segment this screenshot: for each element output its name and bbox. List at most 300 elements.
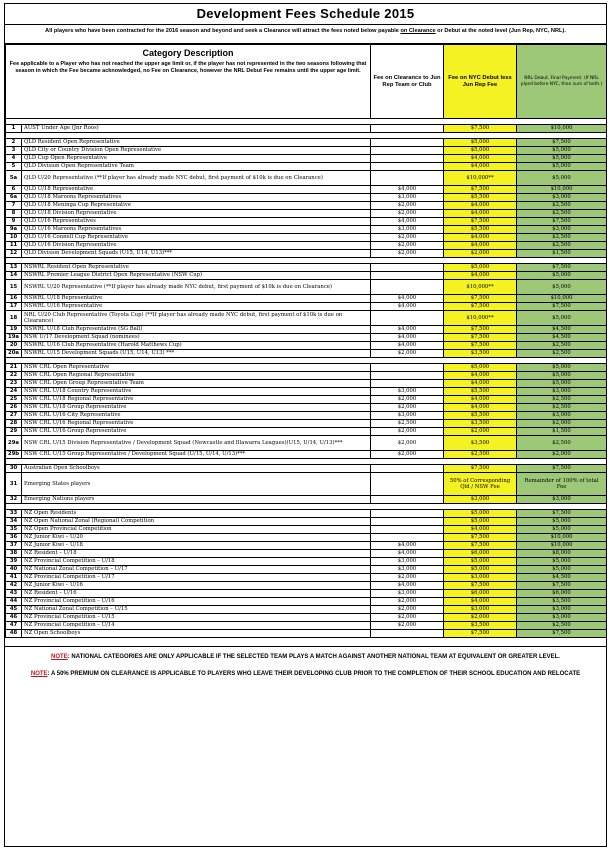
table-row <box>6 630 607 638</box>
fee-nrl-debut: $2,500 <box>517 350 607 358</box>
row-description: NSW CRL U/16 Group Representative <box>22 428 371 436</box>
fee-nyc-debut: $6,000 <box>444 550 517 558</box>
fee-clearance: $3,000 <box>371 226 444 234</box>
fee-nyc-debut: $3,500 <box>444 350 517 358</box>
fee-nyc-debut: $7,500 <box>444 630 517 638</box>
fee-nyc-debut: $4,000 <box>444 210 517 218</box>
fee-nrl-debut: $2,500 <box>517 202 607 210</box>
table-row <box>6 250 607 258</box>
fee-nyc-debut: $3,000 <box>444 496 517 504</box>
row-description: NSW CRL Open Representative <box>22 364 371 372</box>
fee-nrl-debut: $2,500 <box>517 622 607 630</box>
fee-nyc-debut: $5,500 <box>444 194 517 202</box>
category-header <box>6 45 371 119</box>
fee-clearance: $2,000 <box>371 250 444 258</box>
note-label: NOTE <box>51 654 68 660</box>
fee-nyc-debut: $7,500 <box>444 582 517 590</box>
page-title: Development Fees Schedule 2015 <box>5 4 606 25</box>
row-description: NZ Provincial Competition – U/16 <box>22 598 371 606</box>
row-number: 15 <box>6 280 22 295</box>
fee-nyc-debut: $7,500 <box>444 326 517 334</box>
fee-clearance: $4,000 <box>371 218 444 226</box>
fee-nrl-debut: $7,500 <box>517 582 607 590</box>
table-row <box>6 311 607 326</box>
row-description: NSW CRL U/15 Group Representative / Development Squad (U/15, U/14, U/13)*** <box>22 451 371 459</box>
row-number: 6 <box>6 186 22 194</box>
row-number: 2 <box>6 139 22 147</box>
row-number: 23 <box>6 380 22 388</box>
note-label: NOTE <box>30 671 48 677</box>
fee-clearance: $4,000 <box>371 342 444 350</box>
category-title: Category Description <box>142 48 234 58</box>
fee-clearance: $4,000 <box>371 326 444 334</box>
row-description: NZ Provincial Competition – U/18 <box>22 558 371 566</box>
fee-nrl-debut: $2,500 <box>517 234 607 242</box>
fee-nyc-debut: $2,000 <box>444 250 517 258</box>
intro-before: All players who have been contracted for the 2016 season and beyond and seek a Clearance will attract the fees noted below payable <box>45 28 401 34</box>
row-description: NSW CRL U/18 Group Representative <box>22 404 371 412</box>
fee-clearance: $2,000 <box>371 574 444 582</box>
row-number: 43 <box>6 590 22 598</box>
fee-clearance: $4,000 <box>371 295 444 303</box>
row-number: 20a <box>6 350 22 358</box>
fee-nrl-debut: $10,000 <box>517 534 607 542</box>
row-description: NSW CRL U/16 Regional Representative <box>22 420 371 428</box>
row-description: NSWRL U/18 Representative <box>22 295 371 303</box>
fee-nyc-debut: $4,000 <box>444 242 517 250</box>
table-row <box>6 364 607 372</box>
fee-nrl-debut: $5,000 <box>517 280 607 295</box>
fee-clearance: $4,000 <box>371 303 444 311</box>
row-description: QLD Division Development Squads (U15, U14, U13)*** <box>22 250 371 258</box>
fee-clearance <box>371 364 444 372</box>
row-description: NSWRL U/16 Club Representative (Harold Matthews Cup) <box>22 342 371 350</box>
row-description: QLD U/18 Division Representative <box>22 210 371 218</box>
fee-clearance <box>371 171 444 186</box>
fee-clearance: $2,000 <box>371 234 444 242</box>
col-clearance-header: Fee on Clearance to Jun Rep Team or Club <box>371 45 444 119</box>
table-row <box>6 534 607 542</box>
fee-nyc-debut: $4,000 <box>444 163 517 171</box>
table-row <box>6 280 607 295</box>
row-description: QLD Division Open Representative Team <box>22 163 371 171</box>
row-number: 46 <box>6 614 22 622</box>
fee-nrl-debut: $5,000 <box>517 558 607 566</box>
table-row <box>6 147 607 155</box>
fee-nyc-debut: $7,500 <box>444 465 517 473</box>
fee-nrl-debut: $5,000 <box>517 380 607 388</box>
fees-schedule-page <box>4 3 607 847</box>
table-row <box>6 590 607 598</box>
table-row <box>6 218 607 226</box>
table-row <box>6 496 607 504</box>
fee-nyc-debut: $4,000 <box>444 372 517 380</box>
table-row <box>6 234 607 242</box>
row-description: NZ Resident – U/16 <box>22 590 371 598</box>
fee-clearance: $3,000 <box>371 412 444 420</box>
row-number: 19a <box>6 334 22 342</box>
fee-clearance: $3,000 <box>371 388 444 396</box>
row-number: 5 <box>6 163 22 171</box>
fees-table <box>5 44 607 638</box>
row-description: NZ National Zonal Competition – U/17 <box>22 566 371 574</box>
row-number: 48 <box>6 630 22 638</box>
fee-nyc-debut: $5,000 <box>444 139 517 147</box>
row-number: 41 <box>6 574 22 582</box>
fee-nrl-debut: $1,500 <box>517 428 607 436</box>
fee-nyc-debut: $10,000** <box>444 311 517 326</box>
table-row <box>6 186 607 194</box>
table-row <box>6 242 607 250</box>
fee-nrl-debut: $6,000 <box>517 590 607 598</box>
table-row <box>6 396 607 404</box>
fee-clearance <box>371 526 444 534</box>
table-row <box>6 210 607 218</box>
fee-nyc-debut: $4,000 <box>444 598 517 606</box>
row-number: 1 <box>6 125 22 133</box>
fee-nrl-debut: $3,000 <box>517 614 607 622</box>
fee-nyc-debut: $10,000** <box>444 171 517 186</box>
fee-nyc-debut: $7,500 <box>444 218 517 226</box>
fee-clearance: $2,000 <box>371 451 444 459</box>
fee-nyc-debut: 50% of Corresponding Qld / NSW Fee <box>444 473 517 496</box>
fee-nrl-debut: $7,500 <box>517 465 607 473</box>
table-row <box>6 582 607 590</box>
row-number: 18 <box>6 311 22 326</box>
row-number: 34 <box>6 518 22 526</box>
row-number: 42 <box>6 582 22 590</box>
table-row <box>6 380 607 388</box>
row-number: 29a <box>6 436 22 451</box>
row-number: 9a <box>6 226 22 234</box>
fee-nrl-debut: $4,500 <box>517 326 607 334</box>
row-number: 25 <box>6 396 22 404</box>
table-row <box>6 303 607 311</box>
table-row <box>6 388 607 396</box>
table-row <box>6 436 607 451</box>
fee-nyc-debut: $7,500 <box>444 186 517 194</box>
table-row <box>6 574 607 582</box>
fee-nrl-debut: $7,500 <box>517 630 607 638</box>
fee-nyc-debut: $10,000** <box>444 280 517 295</box>
row-number: 26 <box>6 404 22 412</box>
table-row <box>6 606 607 614</box>
fee-nrl-debut: $10,000 <box>517 186 607 194</box>
row-number: 47 <box>6 622 22 630</box>
fee-nrl-debut: Remainder of 100% of total Fee <box>517 473 607 496</box>
row-description: NSWRL U/20 Representative (**If player has already made NYC debut, first payment of $10k is due on Clearance) <box>22 280 371 295</box>
fee-nyc-debut: $3,500 <box>444 420 517 428</box>
fee-nrl-debut: $3,000 <box>517 412 607 420</box>
row-description: QLD U/16 Representatives <box>22 218 371 226</box>
fee-nrl-debut: $8,000 <box>517 550 607 558</box>
note-text: : NATIONAL CATEGORIES ARE ONLY APPLICABLE IF THE SELECTED TEAM PLAYS A MATCH AGAINST ANOTHER NATIONAL TEAM AT EQUIVALENT OR GREATER LEVEL. <box>67 654 560 660</box>
fee-nyc-debut: $4,000 <box>444 202 517 210</box>
row-description: NSW CRL Open Group Representative Team <box>22 380 371 388</box>
row-number: 16 <box>6 295 22 303</box>
fee-clearance: $2,000 <box>371 210 444 218</box>
fee-nyc-debut: $4,000 <box>444 396 517 404</box>
row-number: 5a <box>6 171 22 186</box>
fee-nrl-debut: $4,500 <box>517 334 607 342</box>
intro-underlined: on Clearance <box>400 28 436 34</box>
fee-nrl-debut: $5,000 <box>517 526 607 534</box>
fee-clearance: $2,000 <box>371 436 444 451</box>
fee-clearance: $2,000 <box>371 202 444 210</box>
fee-clearance <box>371 380 444 388</box>
row-number: 13 <box>6 264 22 272</box>
fee-clearance <box>371 264 444 272</box>
fee-clearance: $2,000 <box>371 350 444 358</box>
table-row <box>6 171 607 186</box>
fee-nyc-debut: $5,000 <box>444 147 517 155</box>
fee-nrl-debut: $7,500 <box>517 139 607 147</box>
fee-nrl-debut: $2,500 <box>517 210 607 218</box>
row-description: NZ Junior Kiwi – U/20 <box>22 534 371 542</box>
fee-nyc-debut: $4,000 <box>444 272 517 280</box>
fee-nyc-debut: $4,000 <box>444 526 517 534</box>
row-number: 6a <box>6 194 22 202</box>
row-number: 20 <box>6 342 22 350</box>
table-row <box>6 342 607 350</box>
row-number: 14 <box>6 272 22 280</box>
table-row <box>6 566 607 574</box>
notes-section <box>5 646 606 678</box>
row-number: 8 <box>6 210 22 218</box>
row-number: 3 <box>6 147 22 155</box>
fee-nyc-debut: $5,000 <box>444 566 517 574</box>
fee-nyc-debut: $2,000 <box>444 614 517 622</box>
table-row <box>6 226 607 234</box>
fee-clearance <box>371 311 444 326</box>
fee-clearance: $2,000 <box>371 242 444 250</box>
row-description: NSW U/17 Development Squad (nominees) <box>22 334 371 342</box>
fee-clearance <box>371 139 444 147</box>
fee-nyc-debut: $5,000 <box>444 364 517 372</box>
table-row <box>6 428 607 436</box>
fee-nrl-debut: $2,500 <box>517 396 607 404</box>
table-row <box>6 526 607 534</box>
fee-clearance: $4,000 <box>371 186 444 194</box>
fee-clearance: $2,500 <box>371 420 444 428</box>
fee-clearance: $2,000 <box>371 598 444 606</box>
fee-nyc-debut: $3,500 <box>444 436 517 451</box>
table-row <box>6 194 607 202</box>
fee-nyc-debut: $7,500 <box>444 303 517 311</box>
fee-clearance <box>371 155 444 163</box>
fee-nyc-debut: $7,500 <box>444 342 517 350</box>
row-number: 44 <box>6 598 22 606</box>
row-number: 11 <box>6 242 22 250</box>
row-description: NZ Open National Zonal (Regional) Competition <box>22 518 371 526</box>
fee-clearance: $2,000 <box>371 622 444 630</box>
fee-clearance <box>371 518 444 526</box>
fee-clearance: $4,000 <box>371 582 444 590</box>
row-description: NZ Provincial Competition – U/14 <box>22 622 371 630</box>
fee-clearance: $4,000 <box>371 550 444 558</box>
fee-nrl-debut: $2,000 <box>517 420 607 428</box>
row-description: NSW CRL U/18 Regional Representative <box>22 396 371 404</box>
fee-nrl-debut: $5,000 <box>517 364 607 372</box>
row-description: NSW CRL U/18 Country Representative <box>22 388 371 396</box>
fee-nyc-debut: $4,000 <box>444 234 517 242</box>
row-description: NZ Open Schoolboys <box>22 630 371 638</box>
fee-nrl-debut: $2,500 <box>517 342 607 350</box>
col-nyc-header: Fee on NYC Debut less Jun Rep Fee <box>444 45 517 119</box>
fee-clearance: $3,000 <box>371 194 444 202</box>
fee-nyc-debut: $5,500 <box>444 388 517 396</box>
table-row <box>6 598 607 606</box>
table-row <box>6 614 607 622</box>
fee-clearance <box>371 465 444 473</box>
fee-nrl-debut: $10,000 <box>517 295 607 303</box>
fee-clearance <box>371 125 444 133</box>
fee-clearance <box>371 147 444 155</box>
fee-nyc-debut: $7,500 <box>444 534 517 542</box>
table-row <box>6 334 607 342</box>
row-number: 17 <box>6 303 22 311</box>
fee-nrl-debut: $5,000 <box>517 518 607 526</box>
fee-clearance: $2,000 <box>371 606 444 614</box>
row-description: QLD U/18 Meninga Cup Representative <box>22 202 371 210</box>
fee-nrl-debut: $5,000 <box>517 372 607 380</box>
row-description: NZ National Zonal Competition – U/15 <box>22 606 371 614</box>
row-description: QLD U/16 Maroons Representatives <box>22 226 371 234</box>
fee-nrl-debut: $2,500 <box>517 436 607 451</box>
fee-nrl-debut: $2,500 <box>517 404 607 412</box>
fee-nyc-debut: $3,000 <box>444 574 517 582</box>
row-description: Australian Open Schoolboys <box>22 465 371 473</box>
intro-after: or Debut at the noted level (Jun Rep, NYC, NRL). <box>435 28 566 34</box>
fee-clearance <box>371 280 444 295</box>
fee-clearance: $2,000 <box>371 404 444 412</box>
fee-nyc-debut: $5,000 <box>444 518 517 526</box>
fee-nyc-debut: $4,000 <box>444 380 517 388</box>
fee-clearance: $2,000 <box>371 428 444 436</box>
table-row <box>6 510 607 518</box>
row-description: Emerging Nations players <box>22 496 371 504</box>
row-description: NZ Provincial Competition – U/15 <box>22 614 371 622</box>
fee-nyc-debut: $3,000 <box>444 606 517 614</box>
row-description: NSWRL Resident Open Representative <box>22 264 371 272</box>
fee-clearance: $2,000 <box>371 396 444 404</box>
row-description: AUST Under Age (Jnr Roos) <box>22 125 371 133</box>
row-number: 29 <box>6 428 22 436</box>
table-row <box>6 350 607 358</box>
table-row <box>6 326 607 334</box>
fee-nrl-debut: $3,000 <box>517 388 607 396</box>
fee-clearance: $4,000 <box>371 542 444 550</box>
row-description: NSW CRL U/16 City Representative <box>22 412 371 420</box>
fee-clearance <box>371 496 444 504</box>
row-number: 30 <box>6 465 22 473</box>
fee-nrl-debut: $7,500 <box>517 510 607 518</box>
row-description: NZ Open Provincial Competition <box>22 526 371 534</box>
table-row <box>6 155 607 163</box>
fee-nrl-debut: $10,000 <box>517 125 607 133</box>
fee-clearance: $4,000 <box>371 334 444 342</box>
table-row <box>6 404 607 412</box>
row-description: QLD U/18 Maroons Representatives <box>22 194 371 202</box>
fee-nyc-debut: $7,500 <box>444 295 517 303</box>
fee-nrl-debut: $3,500 <box>517 598 607 606</box>
row-number: 7 <box>6 202 22 210</box>
fee-nrl-debut: $5,000 <box>517 272 607 280</box>
row-number: 22 <box>6 372 22 380</box>
fee-clearance: $3,000 <box>371 566 444 574</box>
fee-clearance: $2,000 <box>371 614 444 622</box>
row-description: NZ Junior Kiwi – U/18 <box>22 542 371 550</box>
fee-clearance <box>371 272 444 280</box>
fee-clearance: $3,000 <box>371 558 444 566</box>
row-number: 31 <box>6 473 22 496</box>
table-row <box>6 372 607 380</box>
category-text: Fee applicable to a Player who has not reached the upper age limit or, if the player has not represented in the two seasons following that season in which the Fee became acknowledged, no Fee on Clearance, however the NRL Debut Fee remains until the upper age limit. <box>9 61 367 74</box>
row-number: 36 <box>6 534 22 542</box>
col-nrl-header: NRL Debut, Final Payment. (If NRL plyed before NYC, then sum of both.) <box>517 45 607 119</box>
row-description: QLD U/16 Division Representative <box>22 242 371 250</box>
table-row <box>6 295 607 303</box>
row-description: QLD U/16 Connell Cup Representative <box>22 234 371 242</box>
table-row <box>6 272 607 280</box>
table-row <box>6 163 607 171</box>
table-row <box>6 473 607 496</box>
fee-nyc-debut: $7,500 <box>444 334 517 342</box>
intro-text <box>5 25 606 44</box>
fee-nrl-debut: $5,000 <box>517 171 607 186</box>
fee-nrl-debut: $7,500 <box>517 303 607 311</box>
fee-clearance <box>371 163 444 171</box>
row-number: 39 <box>6 558 22 566</box>
row-description: NZ Open Residents <box>22 510 371 518</box>
fee-nrl-debut: $3,000 <box>517 606 607 614</box>
fee-nyc-debut: $3,500 <box>444 622 517 630</box>
table-row <box>6 558 607 566</box>
row-number: 21 <box>6 364 22 372</box>
row-number: 29b <box>6 451 22 459</box>
fee-nrl-debut: $7,500 <box>517 264 607 272</box>
note-text: : A 50% PREMIUM ON CLEARANCE IS APPLICABLE TO PLAYERS WHO LEAVE THEIR DEVELOPING CLUB PRIOR TO THE COMPLETION OF THEIR SCHOOL EDUCATION AND RELOCATE <box>47 671 581 677</box>
row-description: NSWRL U/18 Club Representative (SG Ball) <box>22 326 371 334</box>
fee-nyc-debut: $2,000 <box>444 428 517 436</box>
fee-nrl-debut: $1,500 <box>517 250 607 258</box>
row-number: 24 <box>6 388 22 396</box>
fee-nrl-debut: $2,000 <box>517 451 607 459</box>
table-row <box>6 202 607 210</box>
row-description: NZ Junior Kiwi – U/16 <box>22 582 371 590</box>
fee-nrl-debut: $5,000 <box>517 155 607 163</box>
fee-nrl-debut: $5,000 <box>517 566 607 574</box>
row-number: 10 <box>6 234 22 242</box>
fee-nyc-debut: $5,000 <box>444 558 517 566</box>
note-1 <box>15 653 596 661</box>
row-description: NRL U/20 Club Representative (Toyota Cup) (**If player has already made NYC debut, first payment of $10k is due on Clearance) <box>22 311 371 326</box>
fee-nyc-debut: $4,000 <box>444 155 517 163</box>
row-number: 19 <box>6 326 22 334</box>
fee-nyc-debut: $4,000 <box>444 404 517 412</box>
fees-table-body <box>6 119 607 638</box>
fee-nrl-debut: $3,000 <box>517 496 607 504</box>
table-row <box>6 518 607 526</box>
table-row <box>6 125 607 133</box>
fee-nyc-debut: $5,000 <box>444 264 517 272</box>
row-number: 32 <box>6 496 22 504</box>
note-2 <box>15 670 596 678</box>
fee-nyc-debut: $7,500 <box>444 542 517 550</box>
row-number: 12 <box>6 250 22 258</box>
fee-clearance <box>371 630 444 638</box>
fee-nyc-debut: $5,500 <box>444 412 517 420</box>
